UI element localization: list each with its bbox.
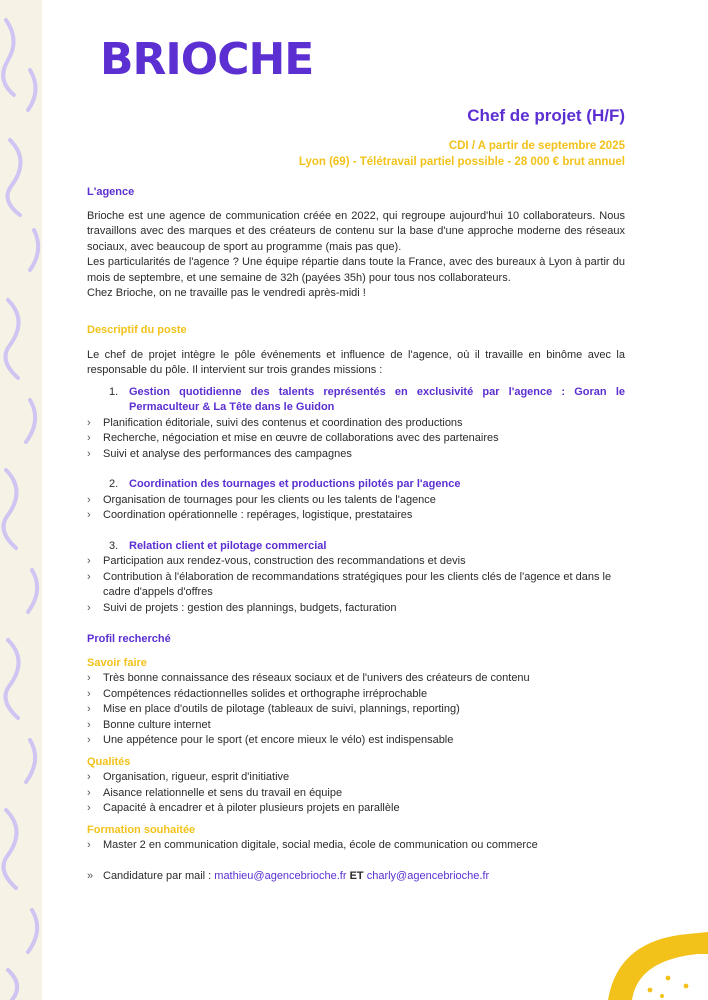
chevron-right-icon: › bbox=[87, 802, 91, 814]
savoir-faire-list bbox=[87, 671, 625, 749]
list-item: › Planification éditoriale, suivi des contenus et coordination des productions bbox=[87, 416, 625, 432]
chevron-right-icon: › bbox=[87, 570, 91, 583]
chevron-right-icon: › bbox=[87, 703, 91, 715]
mission-2-title bbox=[87, 477, 625, 493]
agence-paragraph: Brioche est une agence de communication créée en 2022, qui regroupe aujourd'hui 10 collaborateurs. Nous travaillons avec des marques et des créateurs de contenu sur la base d'une approche moderne des réseaux sociaux, avec beaucoup de sport au programme (mais pas que). bbox=[87, 209, 625, 253]
formation-list bbox=[87, 838, 625, 854]
chevron-right-icon: › bbox=[87, 493, 91, 506]
mission-1-number: 1. bbox=[109, 385, 119, 398]
list-item: › Organisation, rigueur, esprit d'initiative bbox=[87, 770, 625, 786]
mission-3-list bbox=[87, 554, 625, 616]
qualites-list bbox=[87, 770, 625, 817]
section-descriptif bbox=[87, 323, 625, 616]
list-item: › Coordination opérationnelle : repérages, logistique, prestataires bbox=[87, 508, 625, 524]
double-chevron-icon: » bbox=[87, 869, 94, 882]
chevron-right-icon: › bbox=[87, 786, 91, 799]
brioche-decoration-icon bbox=[588, 920, 708, 1000]
list-item: › Suivi de projets : gestion des plannings, budgets, facturation bbox=[87, 601, 625, 617]
formation-heading: Formation souhaitée bbox=[87, 823, 196, 836]
chevron-right-icon: › bbox=[87, 432, 91, 444]
list-item: › Aisance relationnelle et sens du travail en équipe bbox=[87, 786, 625, 802]
mission-3-title bbox=[87, 539, 625, 555]
chevron-right-icon: › bbox=[87, 718, 91, 731]
mission-1-label: Gestion quotidienne des talents représentés en exclusivité par l'agence : Goran le Permaculteur & La Tête dans le Guidon bbox=[129, 385, 625, 413]
squiggle-pattern-icon bbox=[0, 0, 42, 1000]
descriptif-heading: Descriptif du poste bbox=[87, 324, 187, 336]
chevron-right-icon: › bbox=[87, 509, 91, 521]
decorative-sidebar bbox=[0, 0, 42, 1000]
list-item: › Mise en place d'outils de pilotage (tableaux de suivi, plannings, reporting) bbox=[87, 702, 625, 718]
chevron-right-icon: › bbox=[87, 447, 91, 460]
list-item: › Contribution à l'élaboration de recommandations stratégiques pour les clients clés de l'agence et dans le cadre d'appels d'offres bbox=[87, 570, 612, 598]
job-title: Chef de projet (H/F) bbox=[467, 106, 625, 125]
agence-line-3: Chez Brioche, on ne travaille pas le vendredi après-midi ! bbox=[87, 287, 366, 299]
mission-2-label: Coordination des tournages et productions pilotés par l'agence bbox=[129, 478, 461, 490]
savoir-faire-heading: Savoir faire bbox=[87, 656, 147, 669]
list-item: › Master 2 en communication digitale, social media, école de communication ou commerce bbox=[87, 838, 625, 854]
location-line: Lyon (69) - Télétravail partiel possible - 28 000 € brut annuel bbox=[298, 156, 625, 168]
mission-1-list bbox=[87, 416, 625, 463]
connector-et: ET bbox=[349, 869, 364, 882]
chevron-right-icon: › bbox=[87, 734, 91, 746]
chevron-right-icon: › bbox=[87, 555, 91, 567]
list-item: › Compétences rédactionnelles solides et orthographe irréprochable bbox=[87, 687, 625, 703]
candidature-label: Candidature par mail : bbox=[103, 869, 215, 882]
list-item: › Très bonne connaissance des réseaux sociaux et de l'univers des créateurs de contenu bbox=[87, 671, 625, 687]
email-link-mathieu[interactable]: mathieu@agencebrioche.fr bbox=[214, 869, 347, 882]
candidature-line bbox=[87, 869, 625, 885]
contract-line: CDI / A partir de septembre 2025 bbox=[448, 140, 625, 152]
section-agence bbox=[87, 185, 625, 302]
agence-line-2: Les particularités de l'agence ? Une équipe répartie dans toute la France, avec des bureaux à Lyon à partir du mois de septembre, et une semaine de 32h (payées 35h) pour tous nos collaborateurs. bbox=[87, 256, 625, 284]
list-item: › Participation aux rendez-vous, construction des recommandations et devis bbox=[87, 554, 625, 570]
section-profil bbox=[87, 632, 625, 884]
list-item: › Capacité à encadrer et à piloter plusieurs projets en parallèle bbox=[87, 801, 625, 817]
email-link-charly[interactable]: charly@agencebrioche.fr bbox=[366, 869, 490, 882]
qualites-heading: Qualités bbox=[87, 755, 131, 768]
mission-3-label: Relation client et pilotage commercial bbox=[129, 539, 327, 552]
descriptif-intro: Le chef de projet intègre le pôle événements et influence de l'agence, où il travaille en binôme avec la responsable du pôle. Il intervient sur trois grandes missions : bbox=[87, 348, 625, 376]
brand-logo: BRIOCHE bbox=[100, 34, 314, 85]
mission-3-number: 3. bbox=[109, 539, 119, 552]
profil-heading: Profil recherché bbox=[87, 633, 171, 645]
mission-2-list bbox=[87, 493, 625, 524]
chevron-right-icon: › bbox=[87, 771, 91, 783]
mission-2-number: 2. bbox=[109, 478, 119, 490]
agence-heading: L'agence bbox=[87, 186, 135, 198]
list-item: › Suivi et analyse des performances des campagnes bbox=[87, 447, 625, 463]
title-block bbox=[87, 104, 625, 170]
chevron-right-icon: › bbox=[87, 601, 91, 614]
list-item: › Organisation de tournages pour les clients ou les talents de l'agence bbox=[87, 493, 625, 509]
chevron-right-icon: › bbox=[87, 839, 91, 851]
mission-1-title bbox=[87, 385, 625, 416]
chevron-right-icon: › bbox=[87, 672, 91, 684]
list-item: › Recherche, négociation et mise en œuvre de collaborations avec des partenaires bbox=[87, 431, 625, 447]
list-item: › Bonne culture internet bbox=[87, 718, 625, 734]
chevron-right-icon: › bbox=[87, 416, 91, 429]
list-item: › Une appétence pour le sport (et encore mieux le vélo) est indispensable bbox=[87, 733, 625, 749]
chevron-right-icon: › bbox=[87, 687, 91, 700]
